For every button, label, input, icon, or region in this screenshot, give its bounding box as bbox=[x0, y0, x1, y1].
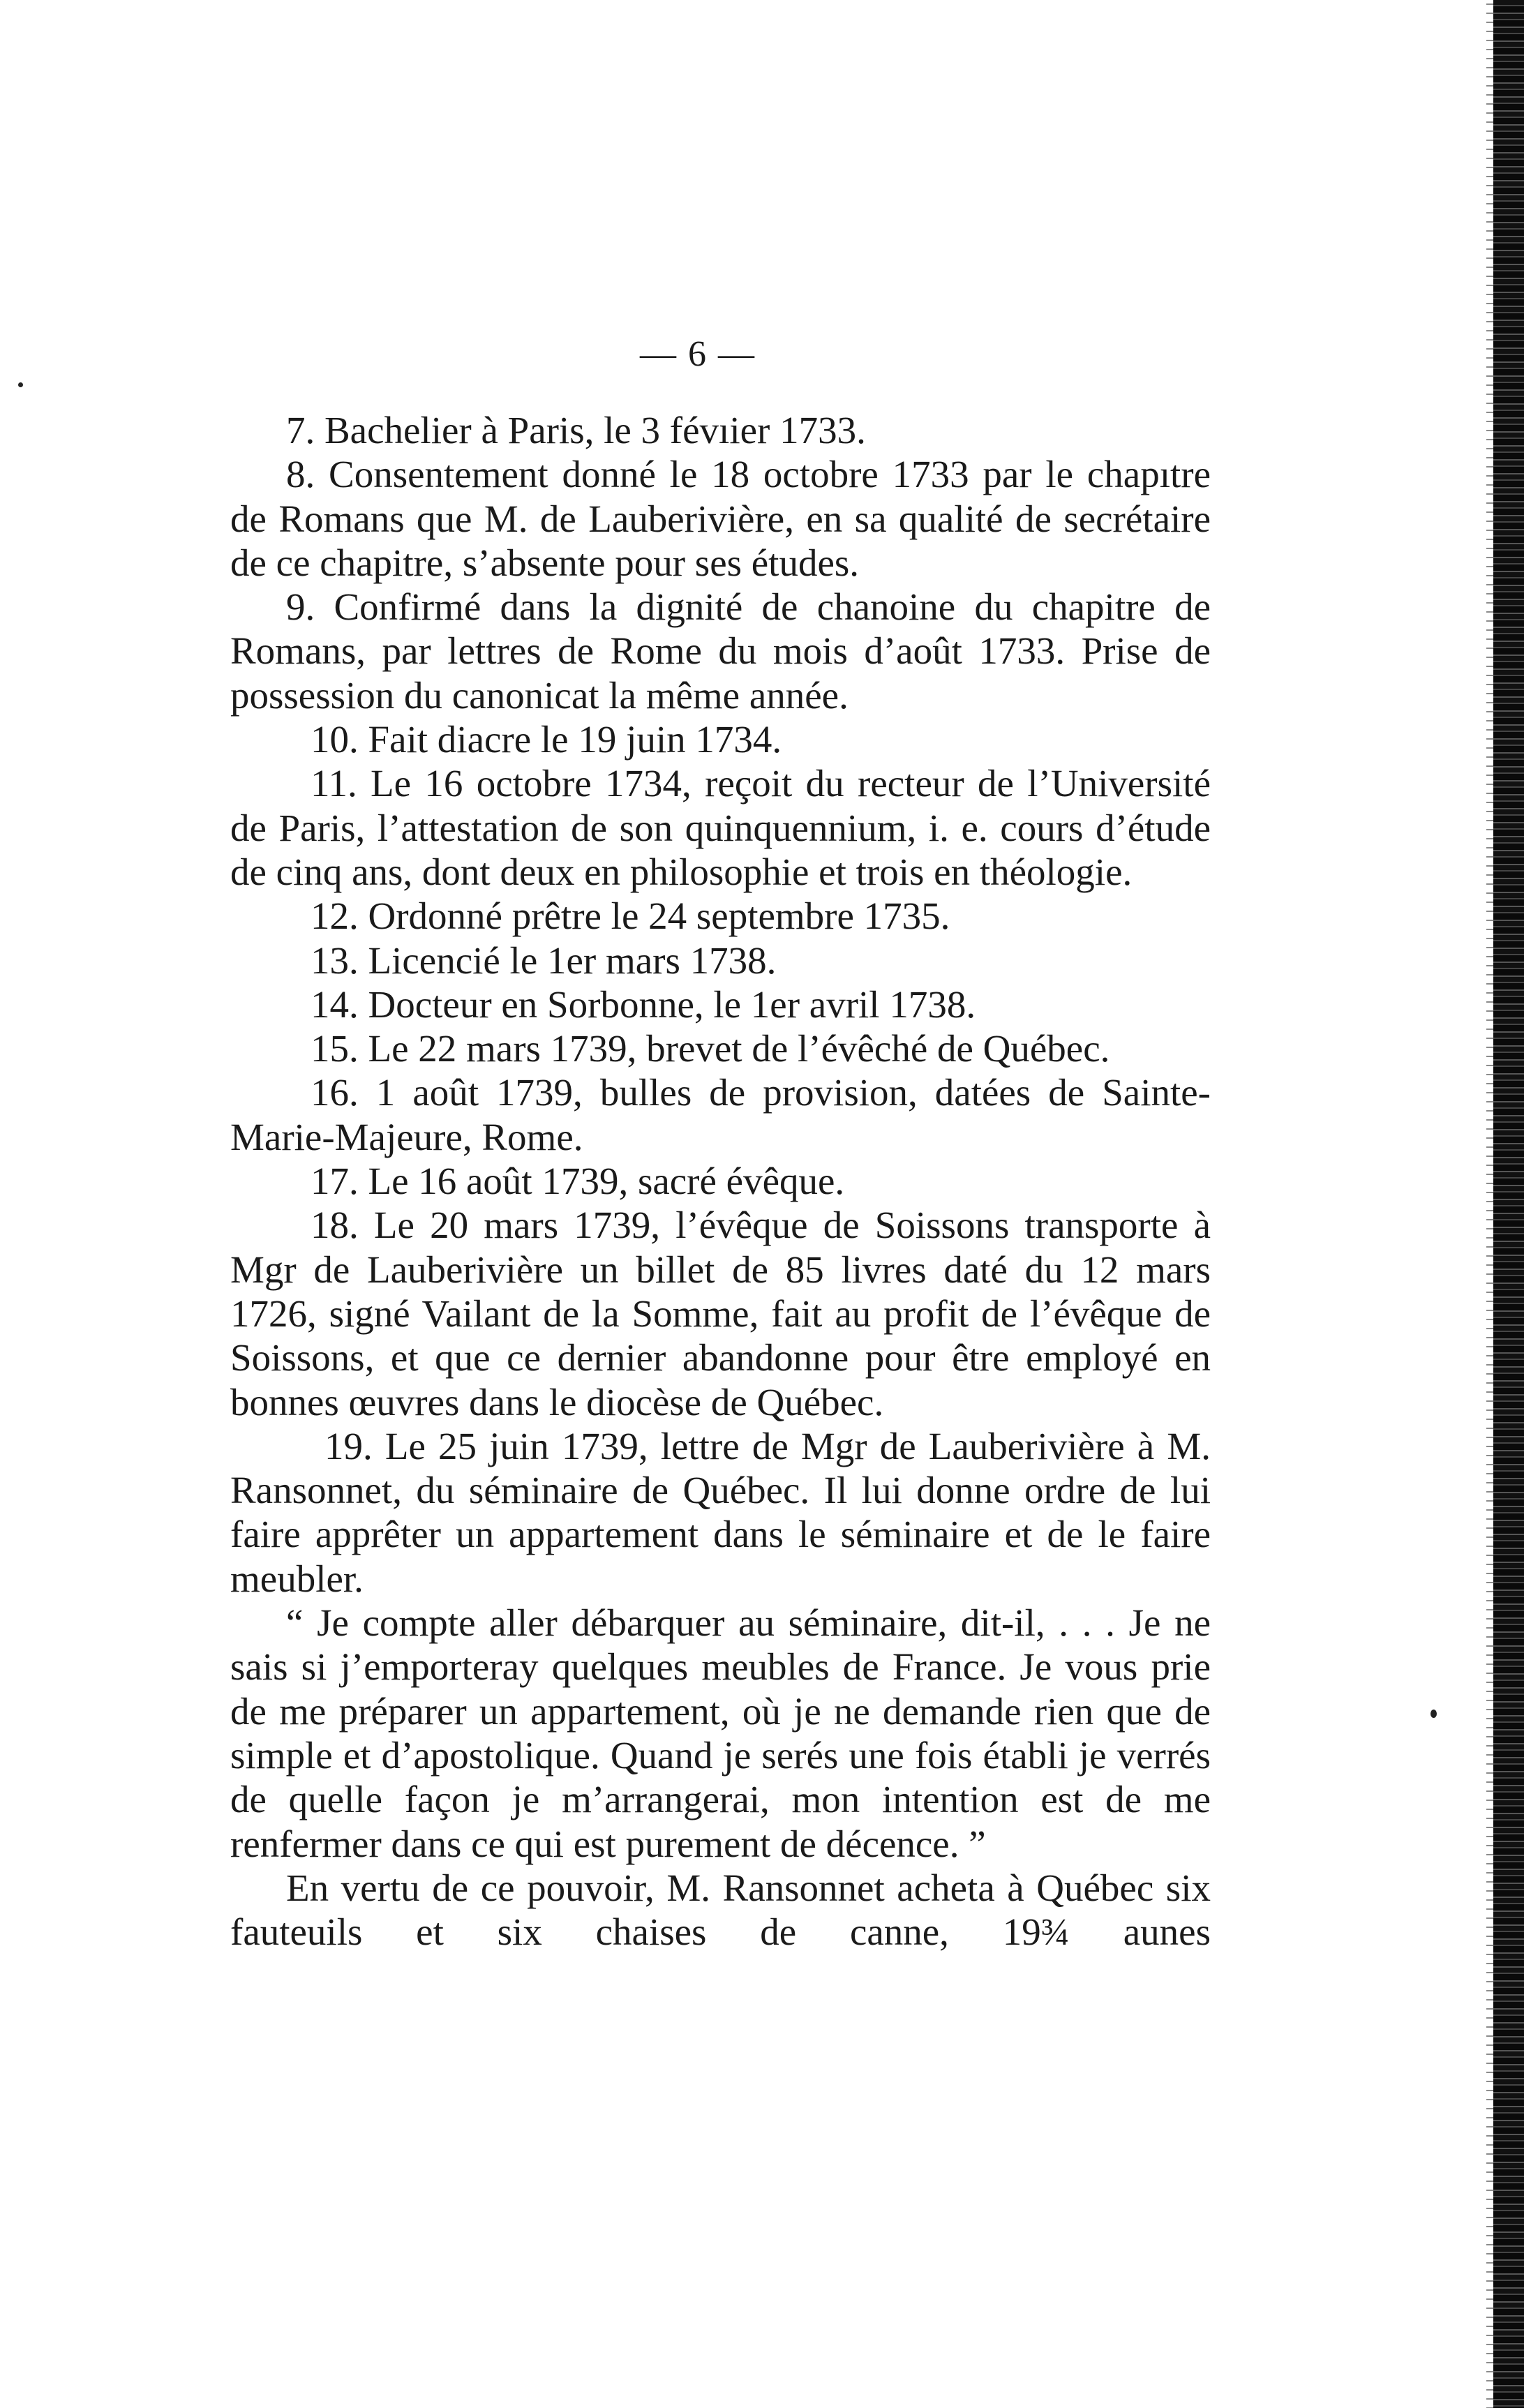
paragraph-item-18: 18. Le 20 mars 1739, l’évêque de Soissons transporte à Mgr de Lauberivière un billet de 85 livres daté du 12 mars 1726, signé Vailant de la Somme, fait au profit de l’évêque de Soissons, et que ce dernier abandonne pour être employé en bonnes œuvres dans le diocèse de Québec. bbox=[230, 1204, 1211, 1423]
closing-paragraph: En vertu de ce pouvoir, M. Ransonnet acheta à Québec six fauteuils et six chaises de canne, 19¾ aunes bbox=[230, 1866, 1211, 1954]
page-edge-shadow bbox=[1486, 0, 1493, 2408]
paragraph-item-10: 10. Fait diacre le 19 juin 1734. bbox=[311, 718, 782, 761]
scan-speck bbox=[1430, 1710, 1437, 1718]
paragraph-item-13: 13. Licencié le 1er mars 1738. bbox=[311, 938, 777, 982]
paragraph-item-12: 12. Ordonné prêtre le 24 septembre 1735. bbox=[311, 895, 950, 938]
paragraph-item-9: 9. Confirmé dans la dignité de chanoine du chapitre de Romans, par lettres de Rome du mois d’août 1733. Prise de possession du canonicat la même année. bbox=[230, 585, 1211, 717]
page-number: — 6 — bbox=[640, 334, 756, 374]
paragraph-item-17: 17. Le 16 août 1739, sacré évêque. bbox=[311, 1160, 845, 1203]
body-text bbox=[230, 408, 1211, 1954]
paragraph-item-11: 11. Le 16 octobre 1734, reçoit du recteur de l’Université de Paris, l’attestation de son quinquennium, i. e. cours d’étude de cinq ans, dont deux en philosophie et trois en théologie. bbox=[230, 762, 1211, 893]
paragraph-item-14: 14. Docteur en Sorbonne, le 1er avril 1738. bbox=[311, 982, 976, 1026]
paragraph-item-15: 15. Le 22 mars 1739, brevet de l’évêché de Québec. bbox=[311, 1027, 1110, 1070]
paragraph-item-16: 16. 1 août 1739, bulles de provision, datées de Sainte-Marie-Majeure, Rome. bbox=[230, 1071, 1211, 1158]
page-binding-edge bbox=[1493, 0, 1524, 2408]
quotation-paragraph: “ Je compte aller débarquer au séminaire, dit-il, . . . Je ne sais si j’emporteray quelques meubles de France. Je vous prie de me préparer un appartement, où je ne demande rien que de simple et d’apostolique. Quand je serés une fois établi je verrés de quelle façon je m’arrangerai, mon intention est de me renfermer dans ce qui est purement de décence. ” bbox=[230, 1601, 1211, 1865]
scan-speck bbox=[18, 382, 23, 387]
paragraph-item-7: 7. Bachelier à Paris, le 3 févıier 1733. bbox=[286, 409, 866, 451]
paragraph-item-8: 8. Consentement donné le 18 octobre 1733 par le chapıtre de Romans que M. de Lauberivière, en sa qualité de secrétaire de ce chapitre, s’absente pour ses études. bbox=[230, 453, 1211, 584]
paragraph-item-19: 19. Le 25 juin 1739, lettre de Mgr de Lauberivière à M. Ransonnet, du séminaire de Québec. Il lui donne ordre de lui faire apprêter un appartement dans le séminaire et de le faire meubler. bbox=[230, 1424, 1211, 1600]
